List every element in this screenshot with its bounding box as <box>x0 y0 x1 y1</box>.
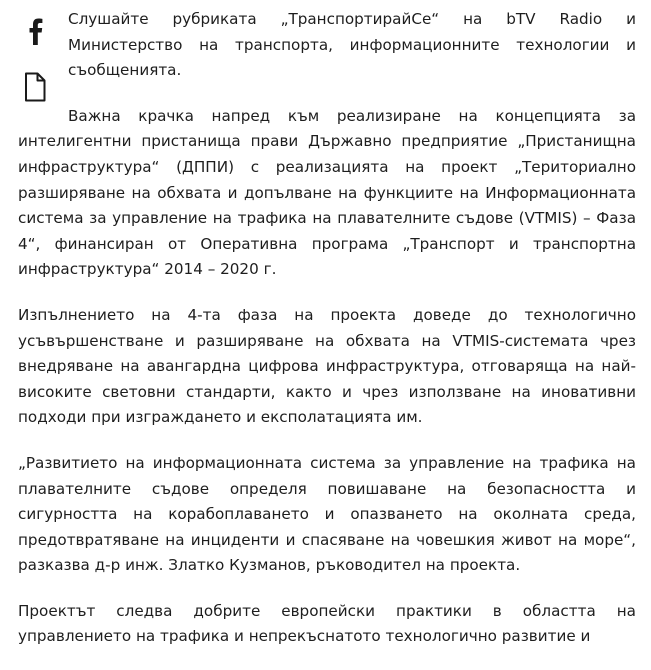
article-body <box>18 7 636 670</box>
article-intro-paragraph: Слушайте рубриката „ТранспортирайСе“ на bTV Radio и Министерство на транспорта, информационните технологии и съобщенията. <box>68 10 636 80</box>
article-paragraph: Проектът следва добрите европейски практики в областта на управлението на трафика и непрекъснатото технологично развитие и <box>18 601 636 646</box>
article-quote-paragraph: „Развитието на информационната система за управление на трафика на плавателните съдове определя повишаване на безопасността и сигурността на корабоплаването и опазването на околната среда, предотвратяване на инциденти и спасяване на човешкия живот на море“, разказва д-р инж. Златко Кузманов, ръководител на проекта. <box>18 453 636 575</box>
article-paragraph: Важна крачка напред към реализиране на концепцията за интелигентни пристанища прави Държавно предприятие „Пристанищна инфраструктура“ (ДППИ) с реализацията на проект „Териториално разширяване на обхвата и допълване на функциите на Информационната система за управление на трафика на плавателните съдове (VTMIS) – Фаза 4“, финансиран от Оперативна програма „Транспорт и транспортна инфраструктура“ 2014 – 2020 г. <box>18 106 636 279</box>
article-paragraph: Изпълнението на 4-та фаза на проекта доведе до технологично усъвършенстване и разширяване на обхвата на VTMIS-системата чрез внедряване на авангардна цифрова инфраструктура, отговаряща на най-високите световни стандарти, както и чрез използване на иновативни подходи при изграждането и експолатацията им. <box>18 305 636 427</box>
